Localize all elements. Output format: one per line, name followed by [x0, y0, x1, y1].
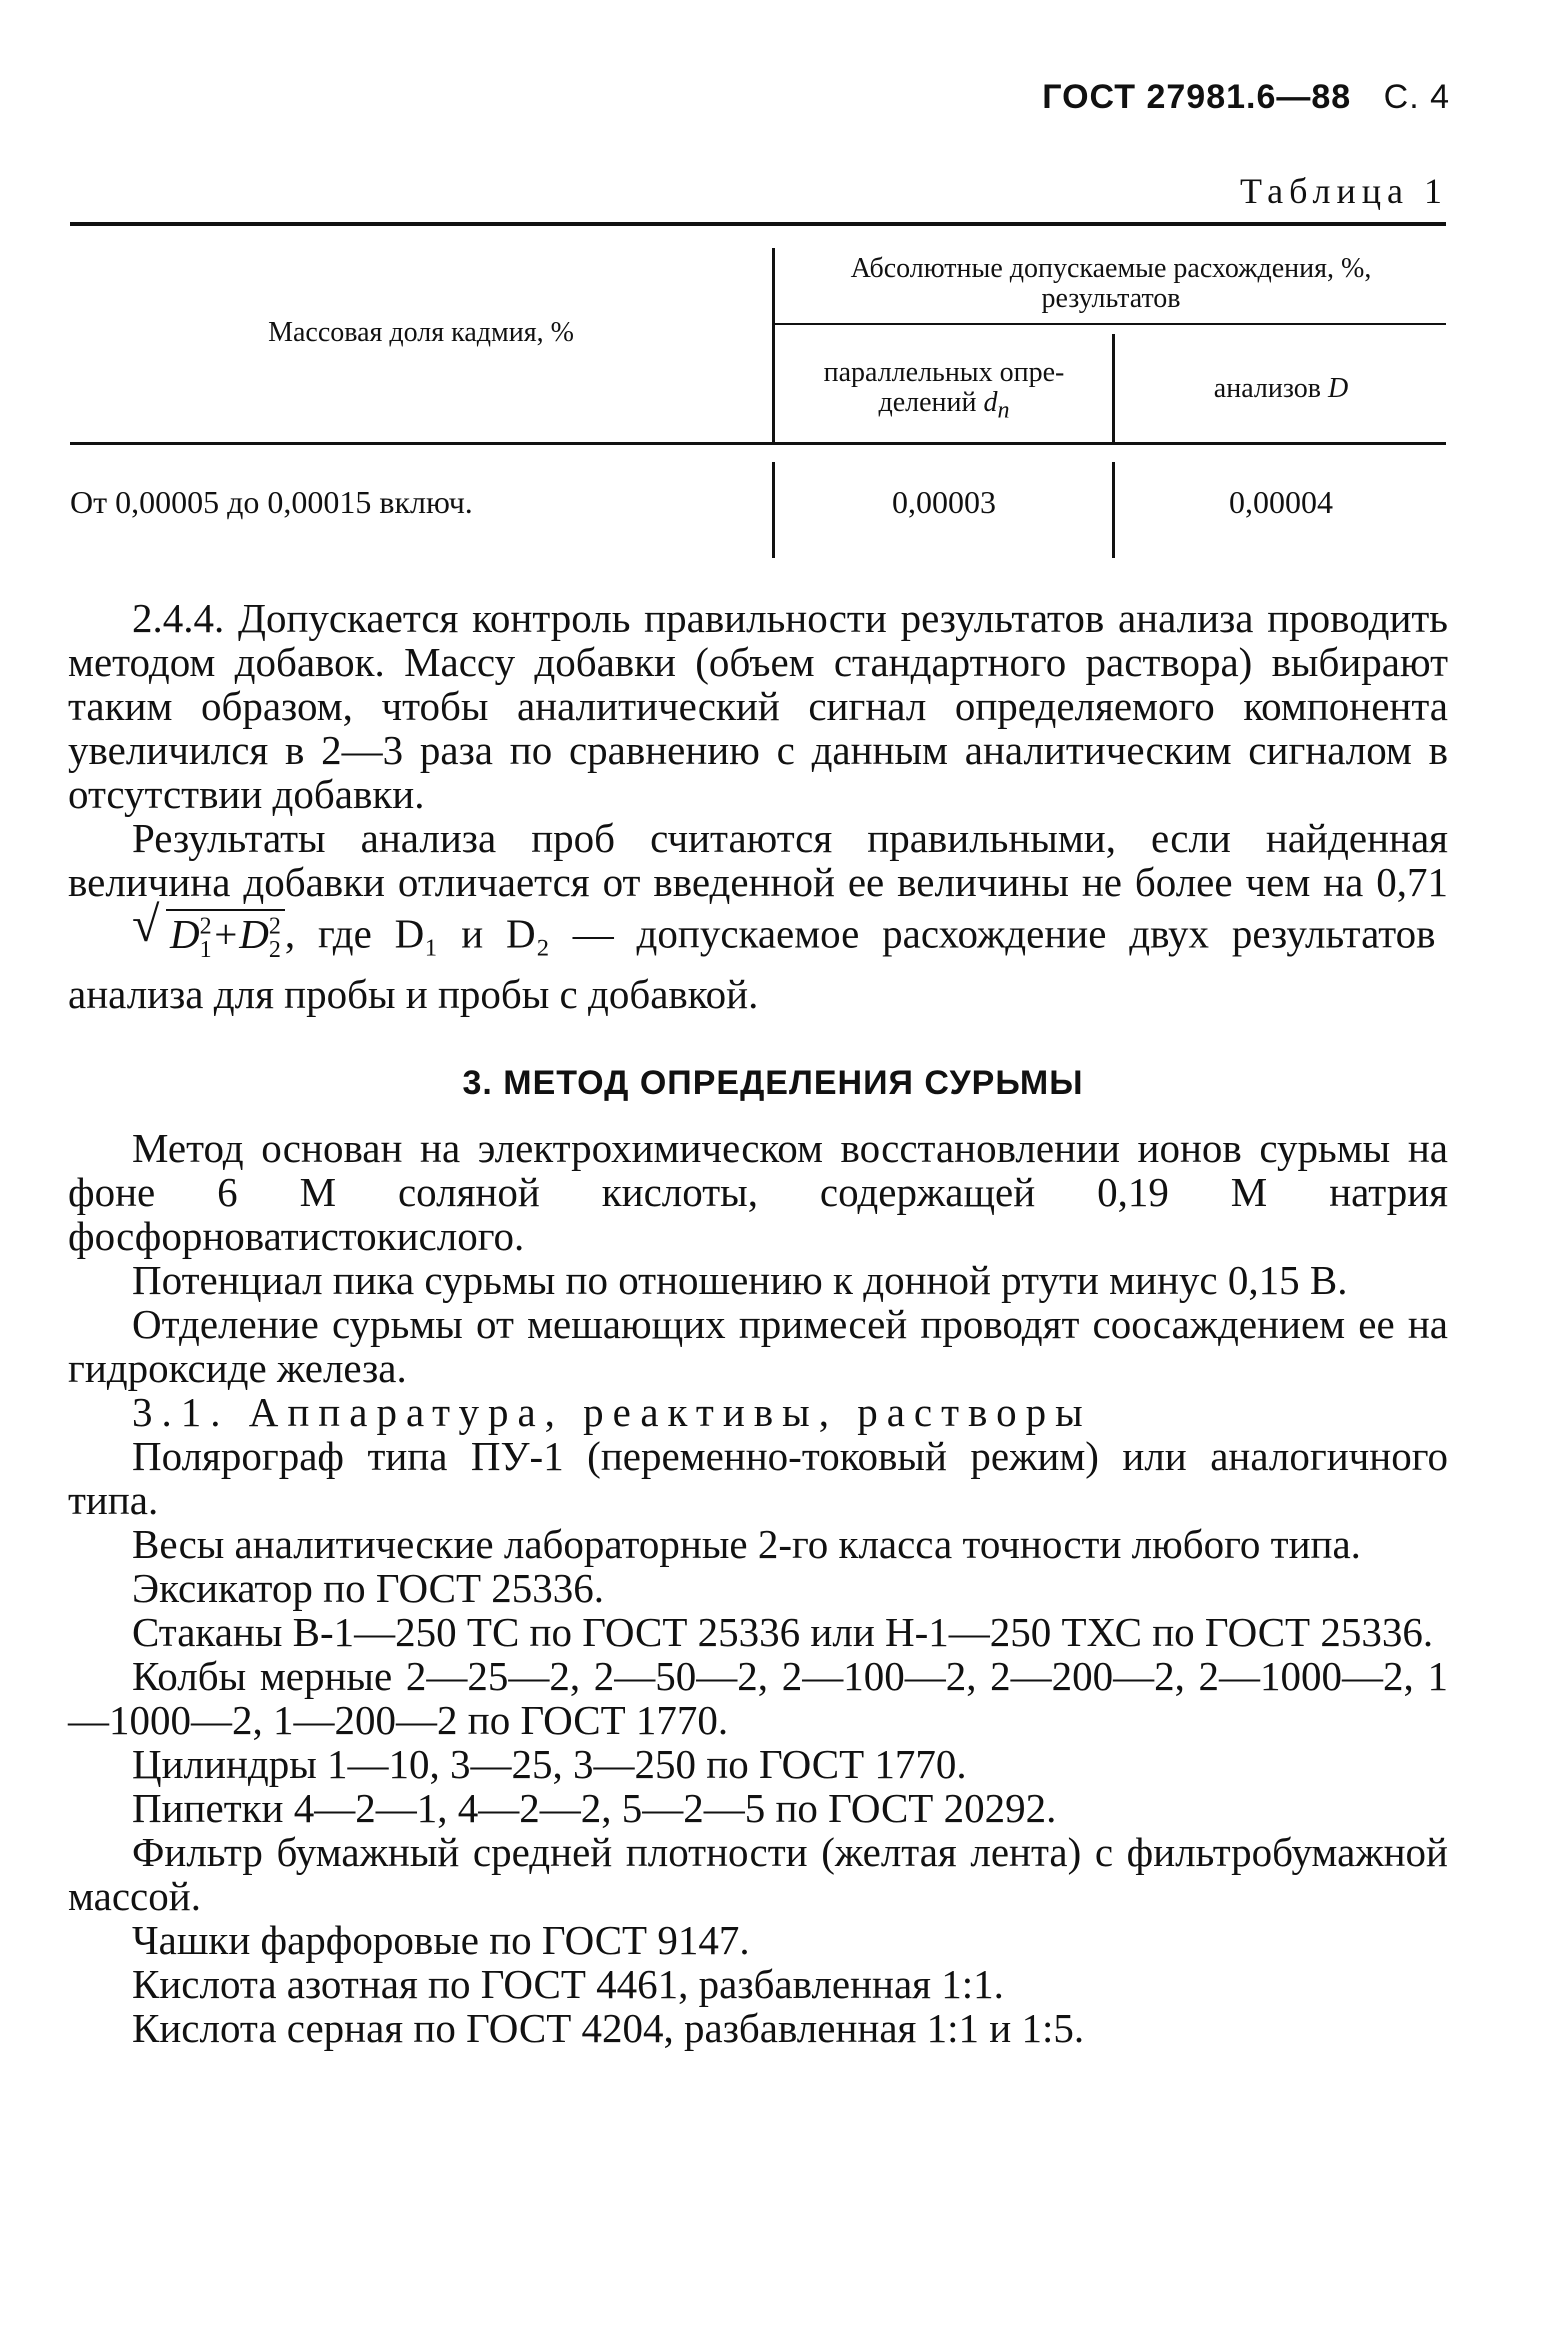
- subheader-line: [776, 388, 1112, 426]
- table-header-rule: [70, 442, 1446, 445]
- paragraph-text: Результаты анализа проб считаются правильными, если найденная величина добавки отличается от введенной ее величины не более чем на 0,71: [68, 815, 1448, 905]
- subsection-title: 3.1. Аппаратура, реактивы, растворы: [132, 1389, 1092, 1435]
- group-header-line: Абсолютные допускаемые расхождения, %,: [850, 253, 1372, 284]
- paragraph-2-4-4: 2.4.4. Допускается контроль правильности результатов анализа проводить методом добавок. Массу добавки (объем стандартного раствора) выбирают таким образом, чтобы аналитический сигнал определяемого компонента увеличился в 2—3 раза по сравнению с данным аналитическим сигналом в отсутствии добавки.: [68, 595, 1448, 817]
- table-subcolumn-divider: [1112, 334, 1115, 442]
- table-row-range: От 0,00005 до 0,00015 включ.: [70, 484, 473, 520]
- section-3-body: [68, 1126, 1448, 2050]
- method-description: Метод основан на электрохимическом восстановлении ионов сурьмы на фоне 6 М соляной кислоты, содержащей 0,19 М натрия фосфорноватистокислого.: [68, 1125, 1448, 1259]
- list-item: Чашки фарфоровые по ГОСТ 9147.: [132, 1917, 750, 1963]
- paragraphs-2-4-4: [68, 596, 1448, 1016]
- column-header-mass-fraction: Массовая доля кадмия, %: [268, 317, 574, 348]
- subcolumn-header-analyses: [1116, 374, 1446, 404]
- list-item: Колбы мерные 2—25—2, 2—50—2, 2—100—2, 2—200—2, 2—1000—2, 1—1000—2, 1—200—2 по ГОСТ 1770.: [68, 1653, 1448, 1743]
- column-group-header: [776, 254, 1446, 314]
- section-title: 3. МЕТОД ОПРЕДЕЛЕНИЯ СУРЬМЫ: [462, 1064, 1084, 1102]
- list-item: Эксикатор по ГОСТ 25336.: [132, 1565, 605, 1611]
- list-item: Весы аналитические лабораторные 2-го класса точности любого типа.: [132, 1521, 1361, 1567]
- peak-potential: Потенциал пика сурьмы по отношению к донной ртути минус 0,15 В.: [132, 1257, 1348, 1303]
- page-number: С. 4: [1383, 78, 1450, 116]
- paragraph-results: [68, 816, 1448, 1016]
- page-header: [1042, 78, 1450, 117]
- subheader-text: делений: [878, 387, 977, 418]
- list-item: Пипетки 4—2—1, 4—2—2, 5—2—5 по ГОСТ 20292.: [132, 1785, 1057, 1831]
- symbol-D2: +D: [211, 910, 269, 957]
- symbol-D1: D: [170, 910, 200, 957]
- subheader-line: параллельных опре-: [823, 357, 1065, 388]
- list-item: Кислота серная по ГОСТ 4204, разбавленная 1:1 и 1:5.: [132, 2005, 1085, 2051]
- table-row-parallel: 0,00003: [892, 484, 996, 520]
- symbol-n: n: [997, 397, 1010, 424]
- table-caption: Таблица 1: [1240, 171, 1448, 211]
- symbol-d: d: [983, 387, 998, 418]
- group-header-line: результатов: [1041, 283, 1181, 314]
- table-top-rule: [70, 222, 1446, 226]
- tolerance-table: [70, 222, 1446, 562]
- square-root: √ $D^2_1+D^2_2$: [68, 904, 285, 972]
- list-item: Цилиндры 1—10, 3—25, 3—250 по ГОСТ 1770.: [132, 1741, 967, 1787]
- symbol-D: D: [1327, 373, 1349, 404]
- document-number: ГОСТ 27981.6—88: [1042, 78, 1352, 116]
- root-formula: [68, 896, 285, 963]
- table-body-divider: [772, 462, 775, 558]
- list-item: Фильтр бумажный средней плотности (желтая лента) с фильтробумажной массой.: [68, 1829, 1448, 1919]
- list-item: Кислота азотная по ГОСТ 4461, разбавленная 1:1.: [132, 1961, 1004, 2007]
- separation-note: Отделение сурьмы от мешающих примесей проводят соосаждением ее на гидроксиде железа.: [68, 1301, 1448, 1391]
- list-item: Полярограф типа ПУ-1 (переменно-токовый режим) или аналогичного типа.: [68, 1433, 1448, 1523]
- list-item: Стаканы В-1—250 ТС по ГОСТ 25336 или Н-1—250 ТХС по ГОСТ 25336.: [132, 1609, 1434, 1655]
- table-column-divider: [772, 248, 775, 442]
- table-row-analyses: 0,00004: [1229, 484, 1333, 520]
- subcolumn-header-parallel: [776, 358, 1112, 426]
- subheader-text: анализов: [1213, 373, 1321, 404]
- table-body-subdivider: [1112, 462, 1115, 558]
- table-group-rule: [772, 323, 1446, 325]
- paragraph-text: , где D₁ и D₂ — допускаемое расхождение двух результатов анализа для пробы и пробы с добавкой.: [68, 910, 1436, 1017]
